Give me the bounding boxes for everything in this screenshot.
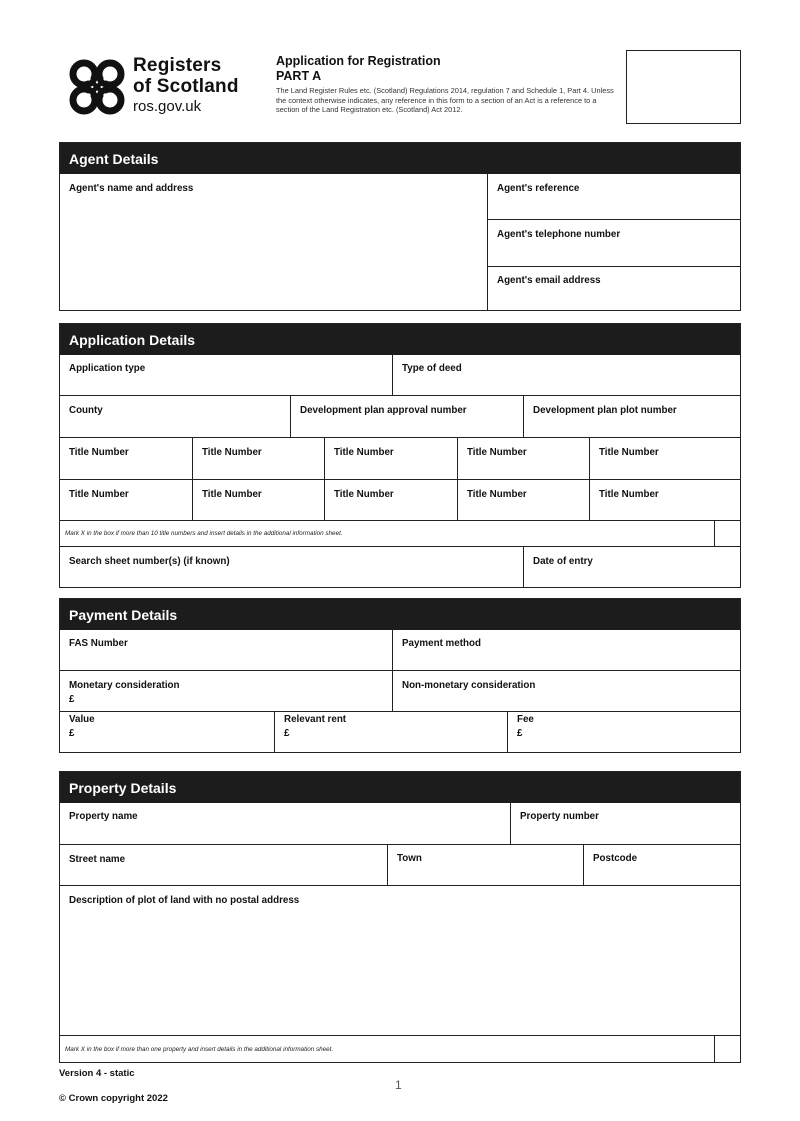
- form-part: PART A: [276, 69, 322, 83]
- legal-reference-text: The Land Register Rules etc. (Scotland) Regulations 2014, regulation 7 and Schedule 1, Part 4. Unless the context otherwise indicates, any reference in this form to a section of an Act is a reference to a section of the Land Registration etc. (Scotland) Act 2012.: [276, 86, 614, 114]
- title-number-field[interactable]: [590, 438, 740, 480]
- agent-details-section: [59, 142, 741, 311]
- field-label: Title Number: [467, 489, 527, 500]
- field-label: Development plan approval number: [300, 405, 467, 416]
- field-label: Development plan plot number: [533, 405, 677, 416]
- payment-details-section: [59, 598, 741, 753]
- field-label: Search sheet number(s) (if known): [69, 556, 230, 567]
- section-title: Property Details: [60, 772, 740, 803]
- field-label: Title Number: [334, 489, 394, 500]
- field-label: Type of deed: [402, 363, 462, 374]
- more-property-note: Mark X in the box if more than one property and insert details in the additional information sheet.: [65, 1046, 334, 1053]
- field-label: Title Number: [202, 447, 262, 458]
- field-label: Title Number: [467, 447, 527, 458]
- field-label: Agent's name and address: [69, 183, 194, 194]
- property-number-field[interactable]: [511, 802, 740, 845]
- field-label: Postcode: [593, 853, 638, 864]
- more-titles-note: Mark X in the box if more than 10 title numbers and insert details in the additional information sheet.: [65, 530, 343, 537]
- version-text: Version 4 - static: [59, 1068, 135, 1079]
- field-label: Town: [397, 853, 422, 864]
- title-number-field[interactable]: [193, 438, 325, 480]
- title-number-field[interactable]: [60, 480, 193, 521]
- more-property-row: [60, 1036, 740, 1062]
- relevant-rent-field[interactable]: [275, 712, 508, 752]
- title-number-field[interactable]: [193, 480, 325, 521]
- value-field[interactable]: [60, 712, 275, 752]
- title-number-field[interactable]: [325, 480, 458, 521]
- brand-name: [133, 55, 239, 116]
- field-label: Fee: [517, 714, 534, 725]
- section-title: Application Details: [60, 324, 740, 355]
- field-label: Property name: [69, 811, 138, 822]
- field-label: Agent's email address: [497, 275, 601, 286]
- brand-line-1: Registers: [133, 55, 222, 76]
- agent-name-address-field[interactable]: [60, 174, 488, 310]
- field-label: Monetary consideration: [69, 680, 180, 691]
- field-label: County: [69, 405, 103, 416]
- postcode-field[interactable]: [584, 845, 740, 886]
- field-label: Title Number: [599, 489, 659, 500]
- street-name-field[interactable]: [60, 845, 388, 886]
- field-label: Agent's telephone number: [497, 229, 621, 240]
- dev-plan-plot-field[interactable]: [524, 396, 740, 438]
- field-label: Relevant rent: [284, 714, 347, 725]
- dev-plan-approval-field[interactable]: [291, 396, 524, 438]
- county-field[interactable]: [60, 396, 291, 438]
- field-label: Property number: [520, 811, 599, 822]
- property-details-section: [59, 771, 741, 1063]
- section-title: Payment Details: [60, 599, 740, 630]
- currency-symbol: £: [69, 694, 75, 705]
- field-label: Street name: [69, 854, 126, 865]
- more-titles-checkbox[interactable]: [714, 521, 741, 546]
- brand-website: ros.gov.uk: [133, 98, 202, 115]
- field-label: Application type: [69, 363, 146, 374]
- ros-logo-icon: [68, 58, 126, 116]
- type-of-deed-field[interactable]: [393, 354, 740, 396]
- payment-method-field[interactable]: [393, 629, 740, 671]
- title-number-field[interactable]: [458, 480, 590, 521]
- agent-email-field[interactable]: [488, 267, 740, 310]
- page-number: 1: [395, 1078, 402, 1092]
- fee-field[interactable]: [508, 712, 740, 752]
- section-title: Agent Details: [60, 143, 740, 174]
- field-label: Agent's reference: [497, 183, 580, 194]
- town-field[interactable]: [388, 845, 584, 886]
- title-number-field[interactable]: [325, 438, 458, 480]
- fas-number-field[interactable]: [60, 629, 393, 671]
- title-number-field[interactable]: [590, 480, 740, 521]
- field-label: Title Number: [202, 489, 262, 500]
- monetary-consideration-field[interactable]: [60, 671, 393, 712]
- currency-symbol: £: [284, 728, 290, 739]
- field-label: Non-monetary consideration: [402, 680, 536, 691]
- form-title: Application for Registration: [276, 54, 441, 68]
- more-titles-row: [60, 521, 740, 547]
- form-header: [276, 54, 616, 115]
- field-label: Title Number: [599, 447, 659, 458]
- property-name-field[interactable]: [60, 802, 511, 845]
- date-of-entry-field[interactable]: [524, 547, 740, 587]
- office-stamp-box: [626, 50, 741, 124]
- field-label: Description of plot of land with no postal address: [69, 895, 300, 906]
- non-monetary-consideration-field[interactable]: [393, 671, 740, 712]
- search-sheet-field[interactable]: [60, 547, 524, 587]
- copyright-text: © Crown copyright 2022: [59, 1093, 168, 1104]
- more-property-checkbox[interactable]: [714, 1036, 741, 1062]
- field-label: FAS Number: [69, 638, 128, 649]
- field-label: Title Number: [69, 447, 129, 458]
- agent-telephone-field[interactable]: [488, 220, 740, 267]
- title-number-field[interactable]: [60, 438, 193, 480]
- brand-line-2: of Scotland: [133, 76, 239, 97]
- field-label: Title Number: [334, 447, 394, 458]
- field-label: Title Number: [69, 489, 129, 500]
- agent-reference-field[interactable]: [488, 174, 740, 220]
- field-label: Date of entry: [533, 556, 593, 567]
- application-details-section: [59, 323, 741, 588]
- title-number-field[interactable]: [458, 438, 590, 480]
- plot-description-field[interactable]: [60, 886, 740, 1036]
- currency-symbol: £: [517, 728, 523, 739]
- field-label: Value: [69, 714, 95, 725]
- application-type-field[interactable]: [60, 354, 393, 396]
- currency-symbol: £: [69, 728, 75, 739]
- field-label: Payment method: [402, 638, 481, 649]
